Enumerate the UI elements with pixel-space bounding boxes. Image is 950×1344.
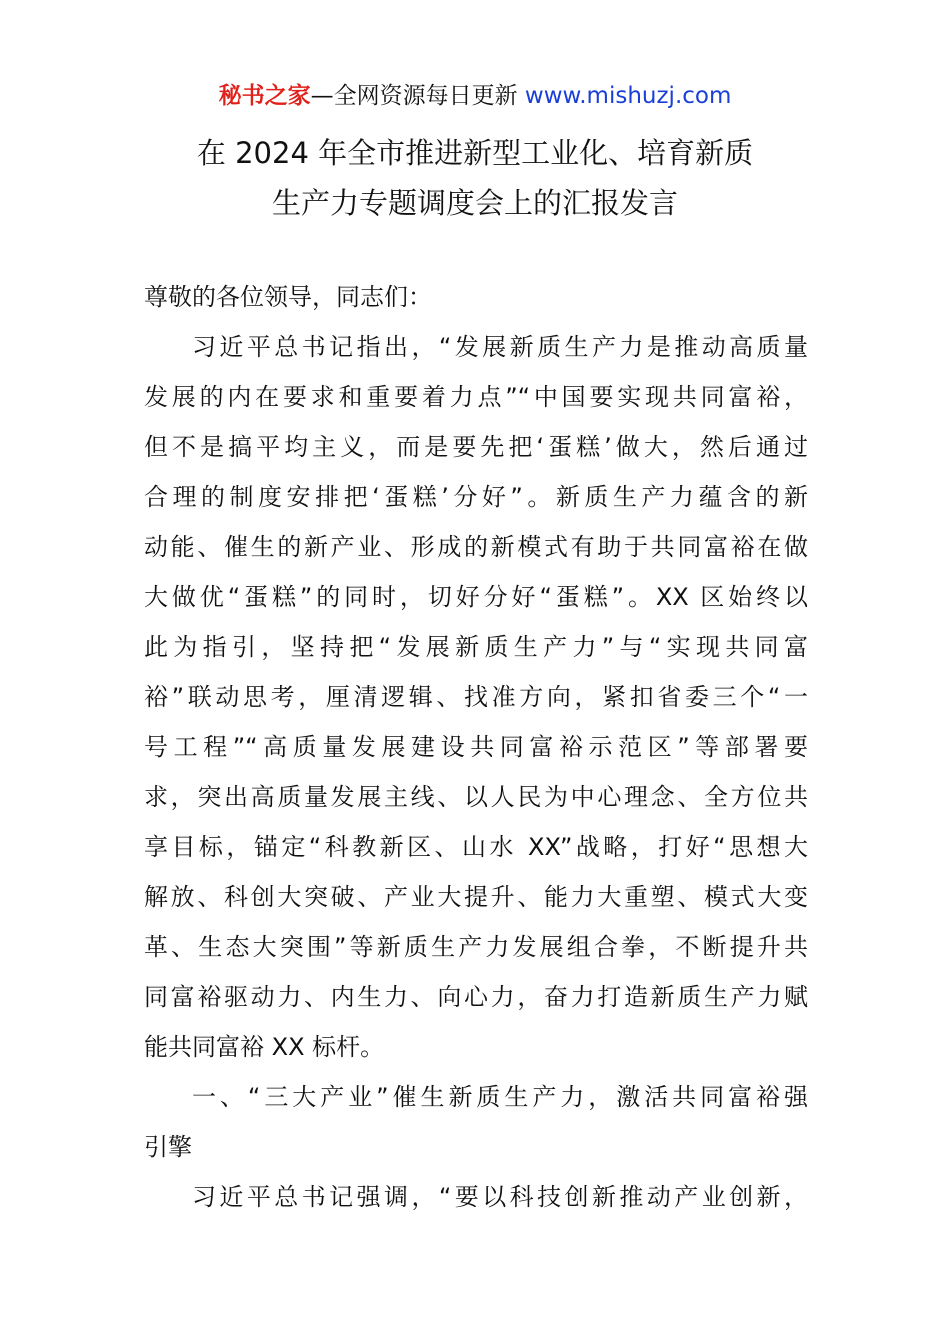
paragraph-1-line: 享目标，锚定“科教新区、山水 XX”战略，打好“思想大	[144, 833, 808, 861]
paragraph-2-line: 习近平总书记强调，“要以科技创新推动产业创新，	[192, 1183, 808, 1211]
document-title	[0, 128, 950, 228]
paragraph-1-line: 号工程”“高质量发展建设共同富裕示范区”等部署要	[144, 733, 808, 761]
brand-name: 秘书之家	[218, 83, 311, 109]
paragraph-1-line: 但不是搞平均主义，而是要先把‘蛋糕’做大，然后通过	[144, 433, 808, 461]
site-banner	[0, 80, 950, 112]
paragraph-1-line: 此为指引，坚持把“发展新质生产力”与“实现共同富	[144, 633, 808, 661]
greeting: 尊敬的各位领导，同志们：	[144, 283, 432, 311]
paragraph-1	[144, 322, 808, 1072]
paragraph-1-line: 大做优“蛋糕”的同时，切好分好“蛋糕”。XX 区始终以	[144, 583, 808, 611]
paragraph-1-line: 裕”联动思考，厘清逻辑、找准方向，紧扣省委三个“一	[144, 683, 808, 711]
paragraph-2	[144, 1172, 808, 1222]
section-heading-line: 一、“三大产业”催生新质生产力，激活共同富裕强	[192, 1083, 808, 1111]
paragraph-1-line: 能共同富裕 XX 标杆。	[144, 1033, 385, 1061]
paragraph-1-line: 解放、科创大突破、产业大提升、能力大重塑、模式大变	[144, 883, 808, 911]
paragraph-1-line: 革、生态大突围”等新质生产力发展组合拳，不断提升共	[144, 933, 808, 961]
site-url: www.mishuzj.com	[524, 83, 732, 109]
section-heading-line: 引擎	[144, 1133, 192, 1161]
section-1-heading	[144, 1072, 808, 1172]
title-line-1: 在 2024 年全市推进新型工业化、培育新质	[196, 136, 754, 170]
paragraph-1-line: 同富裕驱动力、内生力、向心力，奋力打造新质生产力赋	[144, 983, 808, 1011]
paragraph-1-line: 合理的制度安排把‘蛋糕’分好”。新质生产力蕴含的新	[144, 483, 808, 511]
paragraph-1-line: 习近平总书记指出，“发展新质生产力是推动高质量	[192, 333, 808, 361]
document-body	[144, 272, 808, 1222]
paragraph-1-line: 动能、催生的新产业、形成的新模式有助于共同富裕在做	[144, 533, 808, 561]
paragraph-1-line: 发展的内在要求和重要着力点”“中国要实现共同富裕，	[144, 383, 808, 411]
banner-tagline: —全网资源每日更新	[310, 83, 525, 109]
title-line-2: 生产力专题调度会上的汇报发言	[271, 186, 678, 220]
paragraph-1-line: 求，突出高质量发展主线、以人民为中心理念、全方位共	[144, 783, 808, 811]
